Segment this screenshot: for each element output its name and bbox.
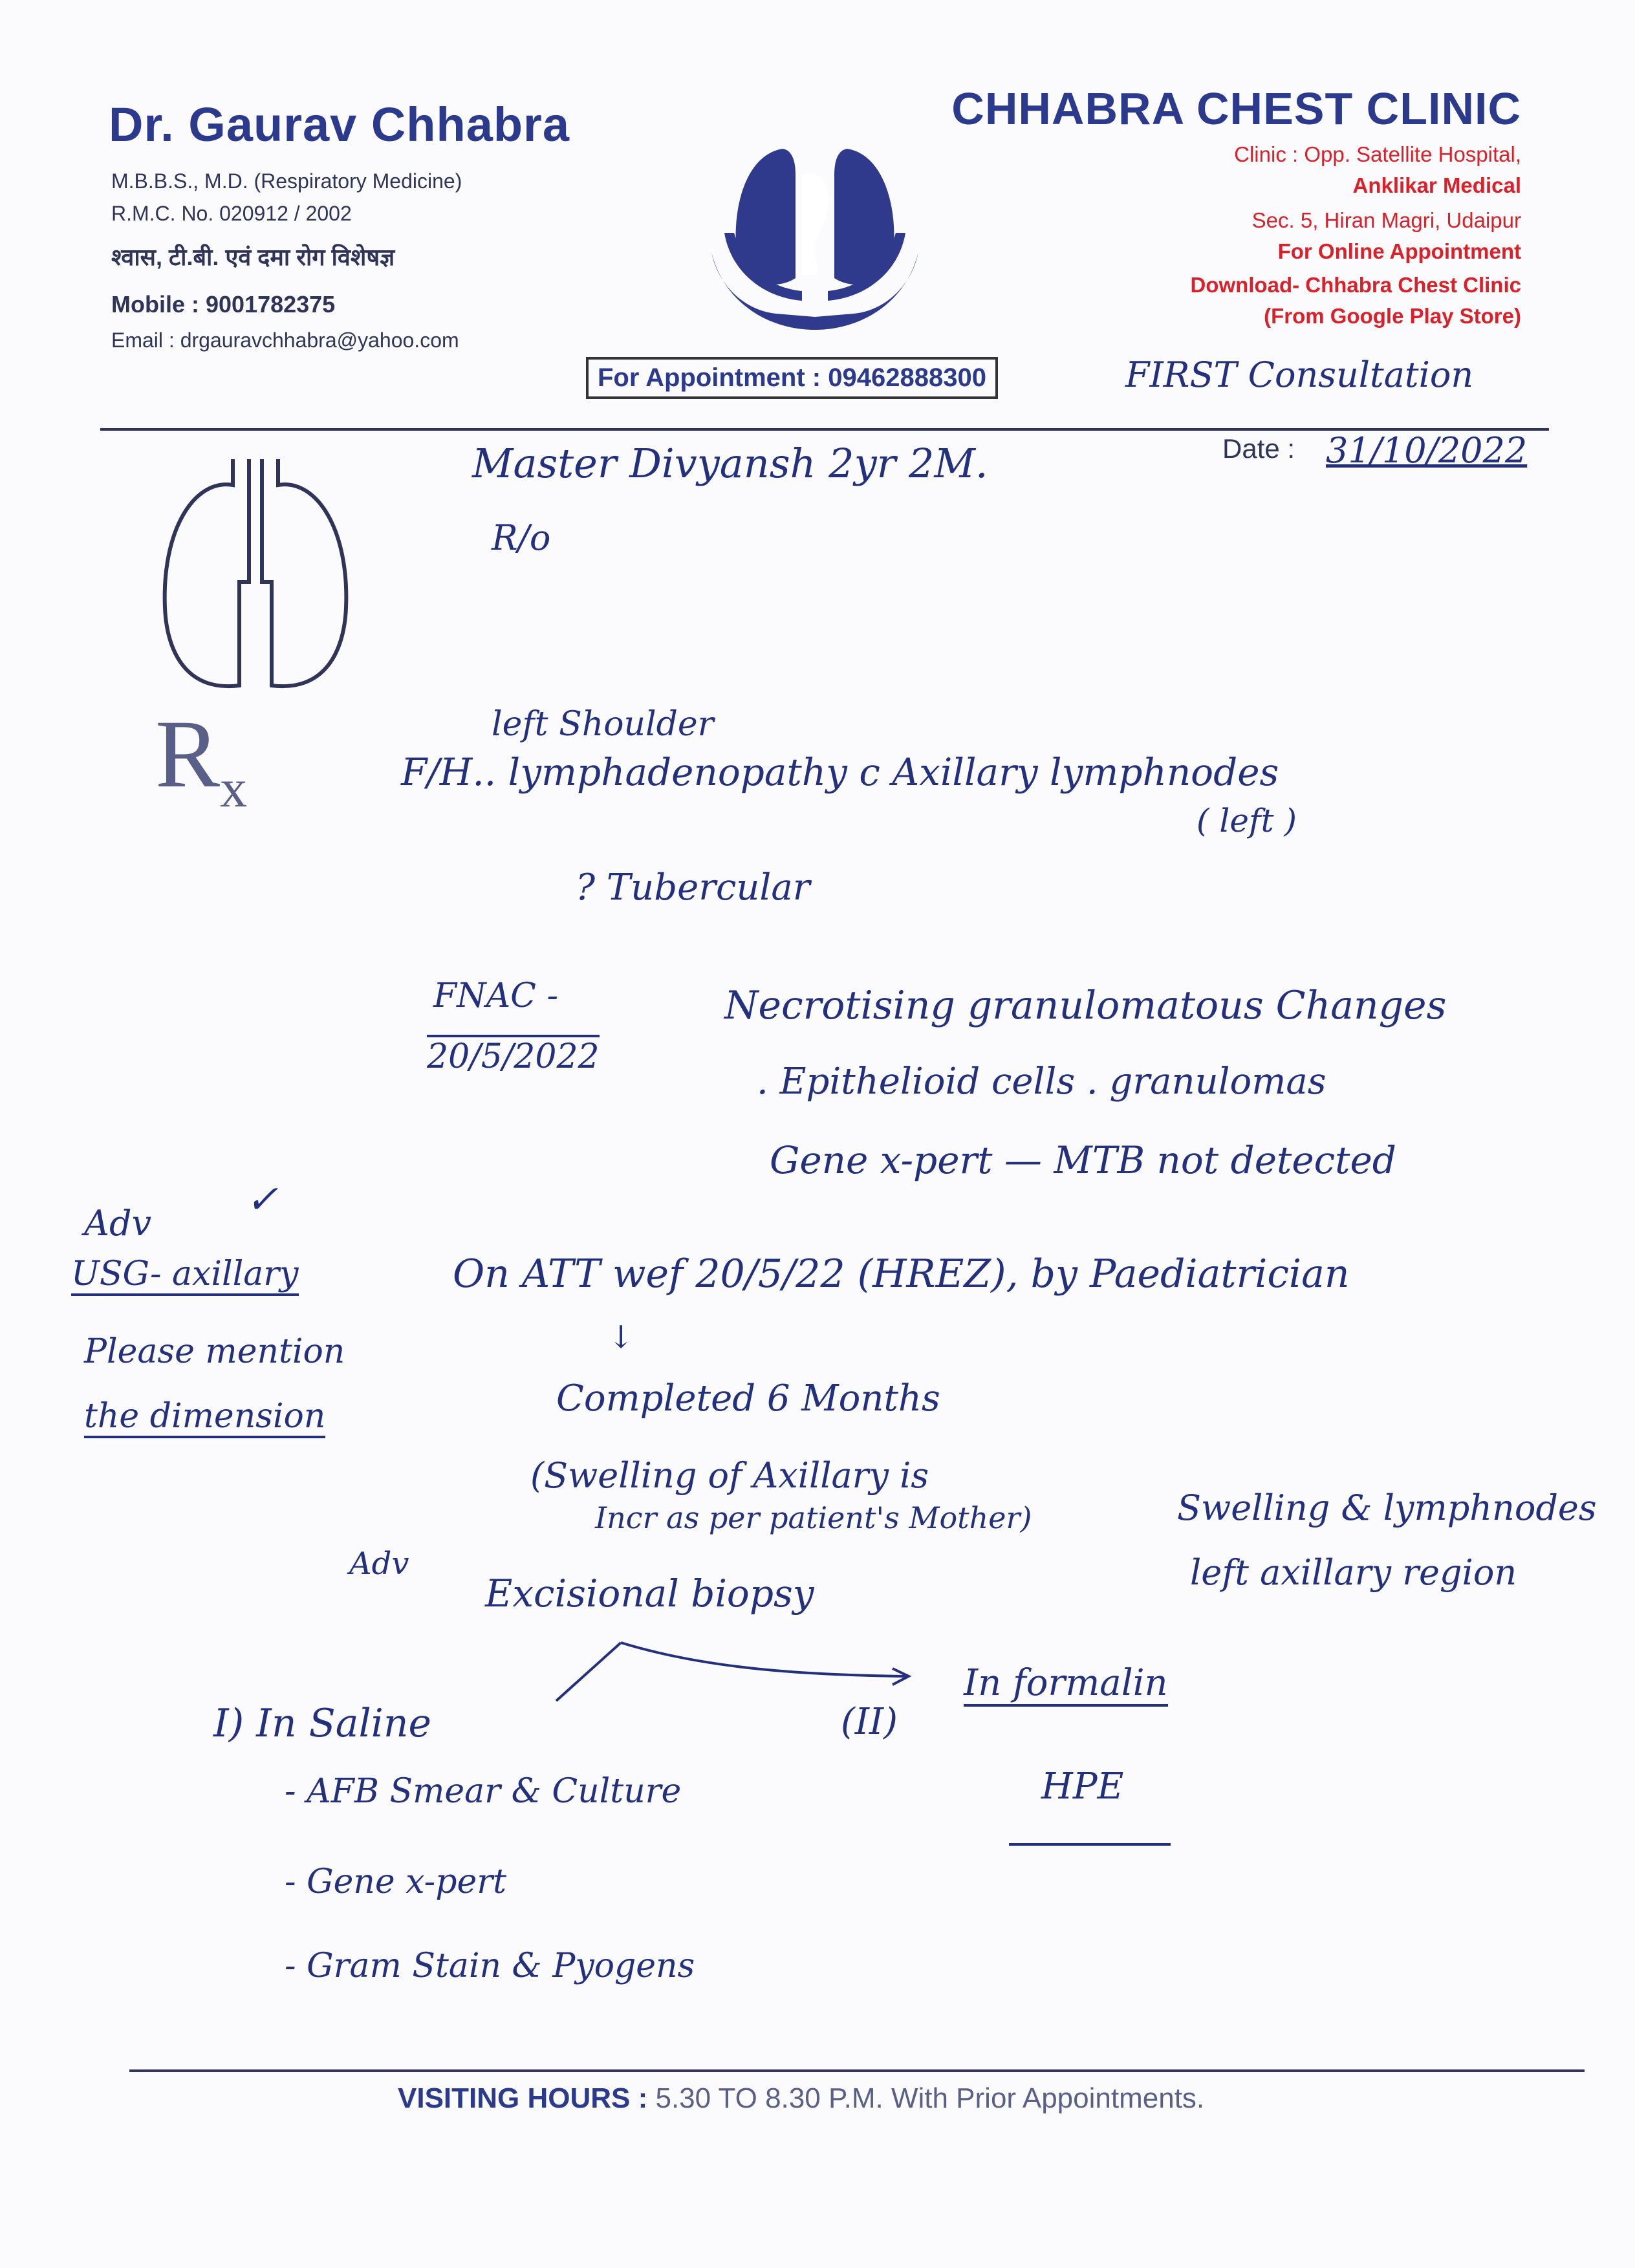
date-label: Date : [1222,433,1295,464]
hw-patient: Master Divyansh 2yr 2M. [472,440,988,487]
hw-left-shoulder: left Shoulder [492,705,714,744]
clinic-address-2: Anklikar Medical [1352,173,1521,197]
doctor-rmc: R.M.C. No. 020912 / 2002 [111,202,352,225]
hw-genexpert: Gene x-pert — MTB not detected [770,1138,1396,1182]
hw-date: 31/10/2022 [1326,430,1528,471]
hw-in-saline: I) In Saline [213,1701,432,1746]
hw-afb: - AFB Smear & Culture [285,1772,682,1811]
footer-divider [129,2069,1585,2072]
hw-excisional: Excisional biopsy [485,1571,814,1615]
hw-adv-2: Adv [349,1546,409,1582]
doctor-name: Dr. Gaurav Chhabra [109,98,570,151]
hw-swelling-3: Swelling & lymphnodes [1177,1487,1597,1528]
hw-arrow-down-icon: ↓ [608,1319,634,1355]
hw-fnac: FNAC - [433,977,559,1015]
hw-in-formalin: In formalin [964,1662,1168,1707]
hw-hpe-underline [1009,1843,1171,1846]
clinic-address-3: Sec. 5, Hiran Magri, Udaipur [1251,208,1521,232]
hw-completed: Completed 6 Months [556,1377,940,1420]
hw-usg: USG- axillary [71,1255,299,1296]
doctor-hindi-title: श्वास, टी.बी. एवं दमा रोग विशेषज्ञ [111,244,395,270]
hw-dimension: the dimension [84,1397,325,1438]
clinic-online-1: For Online Appointment [1277,239,1521,263]
hw-roman-ii: (II) [841,1701,898,1743]
hw-necrotising: Necrotising granulomatous Changes [724,983,1447,1028]
visiting-hours: VISITING HOURS : 5.30 TO 8.30 P.M. With Prior Appointments. [398,2082,1205,2114]
clinic-logo-icon [705,136,925,349]
hw-first-consultation: FIRST Consultation [1125,354,1474,395]
hw-split-arrows-icon [543,1630,931,1707]
hw-check-icon: ✓ [246,1177,279,1222]
hw-gram: - Gram Stain & Pyogens [285,1947,695,1985]
clinic-name: CHHABRA CHEST CLINIC [951,83,1521,134]
clinic-online-3: (From Google Play Store) [1264,304,1521,328]
hw-adv: Adv [84,1203,152,1244]
hw-tubercular: ? Tubercular [576,867,810,909]
doctor-mobile: Mobile : 9001782375 [111,291,336,318]
hw-please: Please mention [84,1332,345,1371]
hw-history: F/H.. lymphadenopathy c Axillary lymphnodes [401,750,1279,794]
lungs-icon [149,446,362,698]
clinic-address-1: Clinic : Opp. Satellite Hospital, [1234,142,1521,166]
hw-swelling-2: Incr as per patient's Mother) [595,1500,1032,1535]
hw-swelling: (Swelling of Axillary is [530,1455,929,1496]
rx-symbol: $R_x$ [155,700,248,819]
doctor-degree: M.B.B.S., M.D. (Respiratory Medicine) [111,169,462,193]
hw-epithelioid: . Epithelioid cells . granulomas [757,1061,1326,1103]
hw-left-paren: ( left ) [1196,802,1297,839]
hw-left-axillary: left axillary region [1190,1552,1517,1593]
hw-on-att: On ATT wef 20/5/22 (HREZ), by Paediatrician [453,1251,1350,1297]
doctor-email: Email : drgauravchhabra@yahoo.com [111,329,459,352]
hw-fnac-date: 20/5/2022 [427,1035,600,1076]
hw-ro: R/o [492,517,551,558]
hw-gene-2: - Gene x-pert [285,1863,507,1901]
clinic-online-2: Download- Chhabra Chest Clinic [1190,273,1521,297]
hw-hpe: HPE [1041,1766,1124,1808]
appointment-box: For Appointment : 09462888300 [586,357,998,399]
